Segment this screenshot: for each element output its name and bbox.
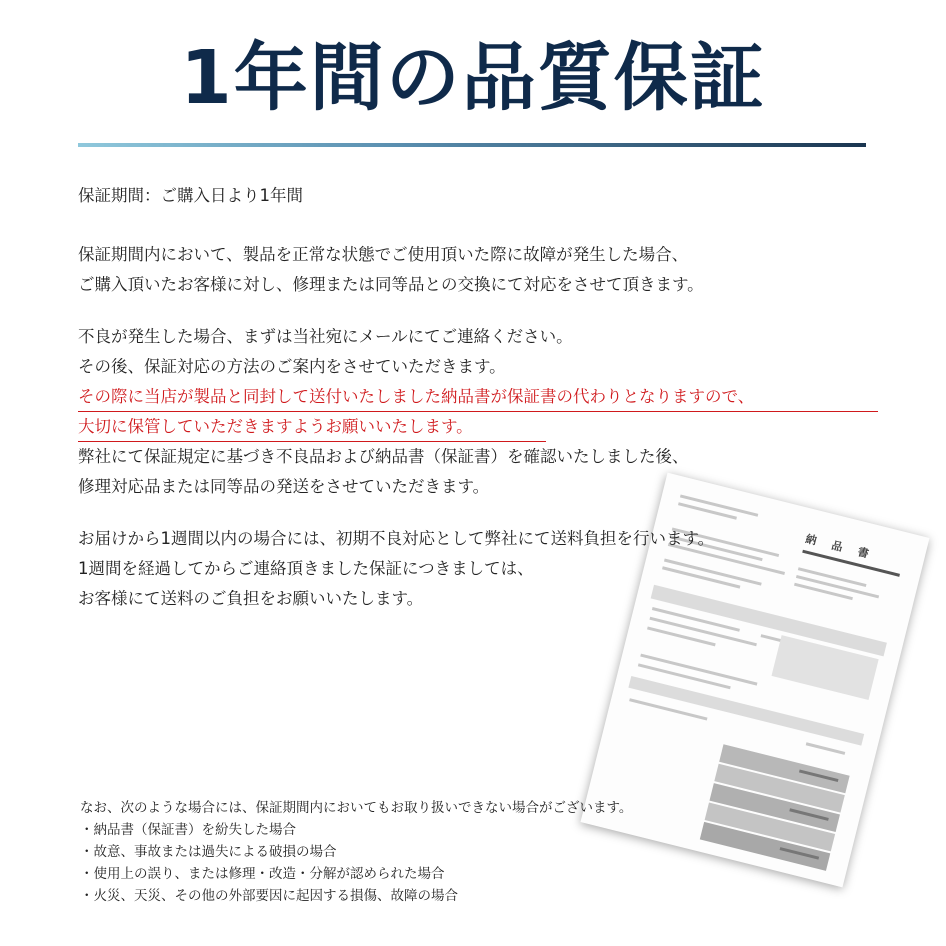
procedure-line-1: 不良が発生した場合、まずは当社宛にメールにてご連絡ください。	[78, 327, 573, 346]
highlight-line-2: 大切に保管していただきますようお願いいたします。	[78, 412, 546, 442]
exclusion-notes	[80, 797, 632, 907]
paragraph-shipping	[78, 524, 714, 614]
notes-item-1: ・納品書（保証書）を紛失した場合	[80, 822, 296, 838]
coverage-line-1: 保証期間内において、製品を正常な状態でご使用頂いた際に故障が発生した場合、	[78, 245, 689, 264]
title-divider	[78, 143, 866, 147]
paragraph-coverage	[78, 240, 704, 300]
shipping-line-1: お届けから1週間以内の場合には、初期不良対応として弊社にて送料負担を行います。	[78, 529, 715, 548]
procedure-line-4: 修理対応品または同等品の発送をさせていただきます。	[78, 477, 490, 496]
notes-item-3: ・使用上の誤り、または修理・改造・分解が認められた場合	[80, 866, 445, 882]
notes-item-4: ・火災、天災、その他の外部要因に起因する損傷、故障の場合	[80, 888, 458, 904]
highlight-line-1: その際に当店が製品と同封して送付いたしました納品書が保証書の代わりとなりますので、	[78, 382, 878, 412]
paragraph-procedure	[78, 322, 878, 502]
shipping-line-3: お客様にて送料のご負担をお願いいたします。	[78, 589, 424, 608]
warranty-period-text: 保証期間：ご購入日より1年間	[78, 186, 303, 205]
invoice-heading: 納 品 書	[804, 532, 876, 562]
procedure-line-2: その後、保証対応の方法のご案内をさせていただきます。	[78, 357, 506, 376]
procedure-line-3: 弊社にて保証規定に基づき不良品および納品書（保証書）を確認いたしました後、	[78, 447, 689, 466]
notes-intro: なお、次のような場合には、保証期間内においてもお取り扱いできない場合がございます。	[80, 800, 633, 816]
coverage-line-2: ご購入頂いたお客様に対し、修理または同等品との交換にて対応をさせて頂きます。	[78, 275, 704, 294]
page-title: 1年間の品質保証	[180, 35, 766, 121]
shipping-line-2: 1週間を経過してからご連絡頂きました保証につきましては、	[78, 559, 534, 578]
warranty-period	[78, 181, 303, 211]
notes-item-2: ・故意、事故または過失による破損の場合	[80, 844, 337, 860]
